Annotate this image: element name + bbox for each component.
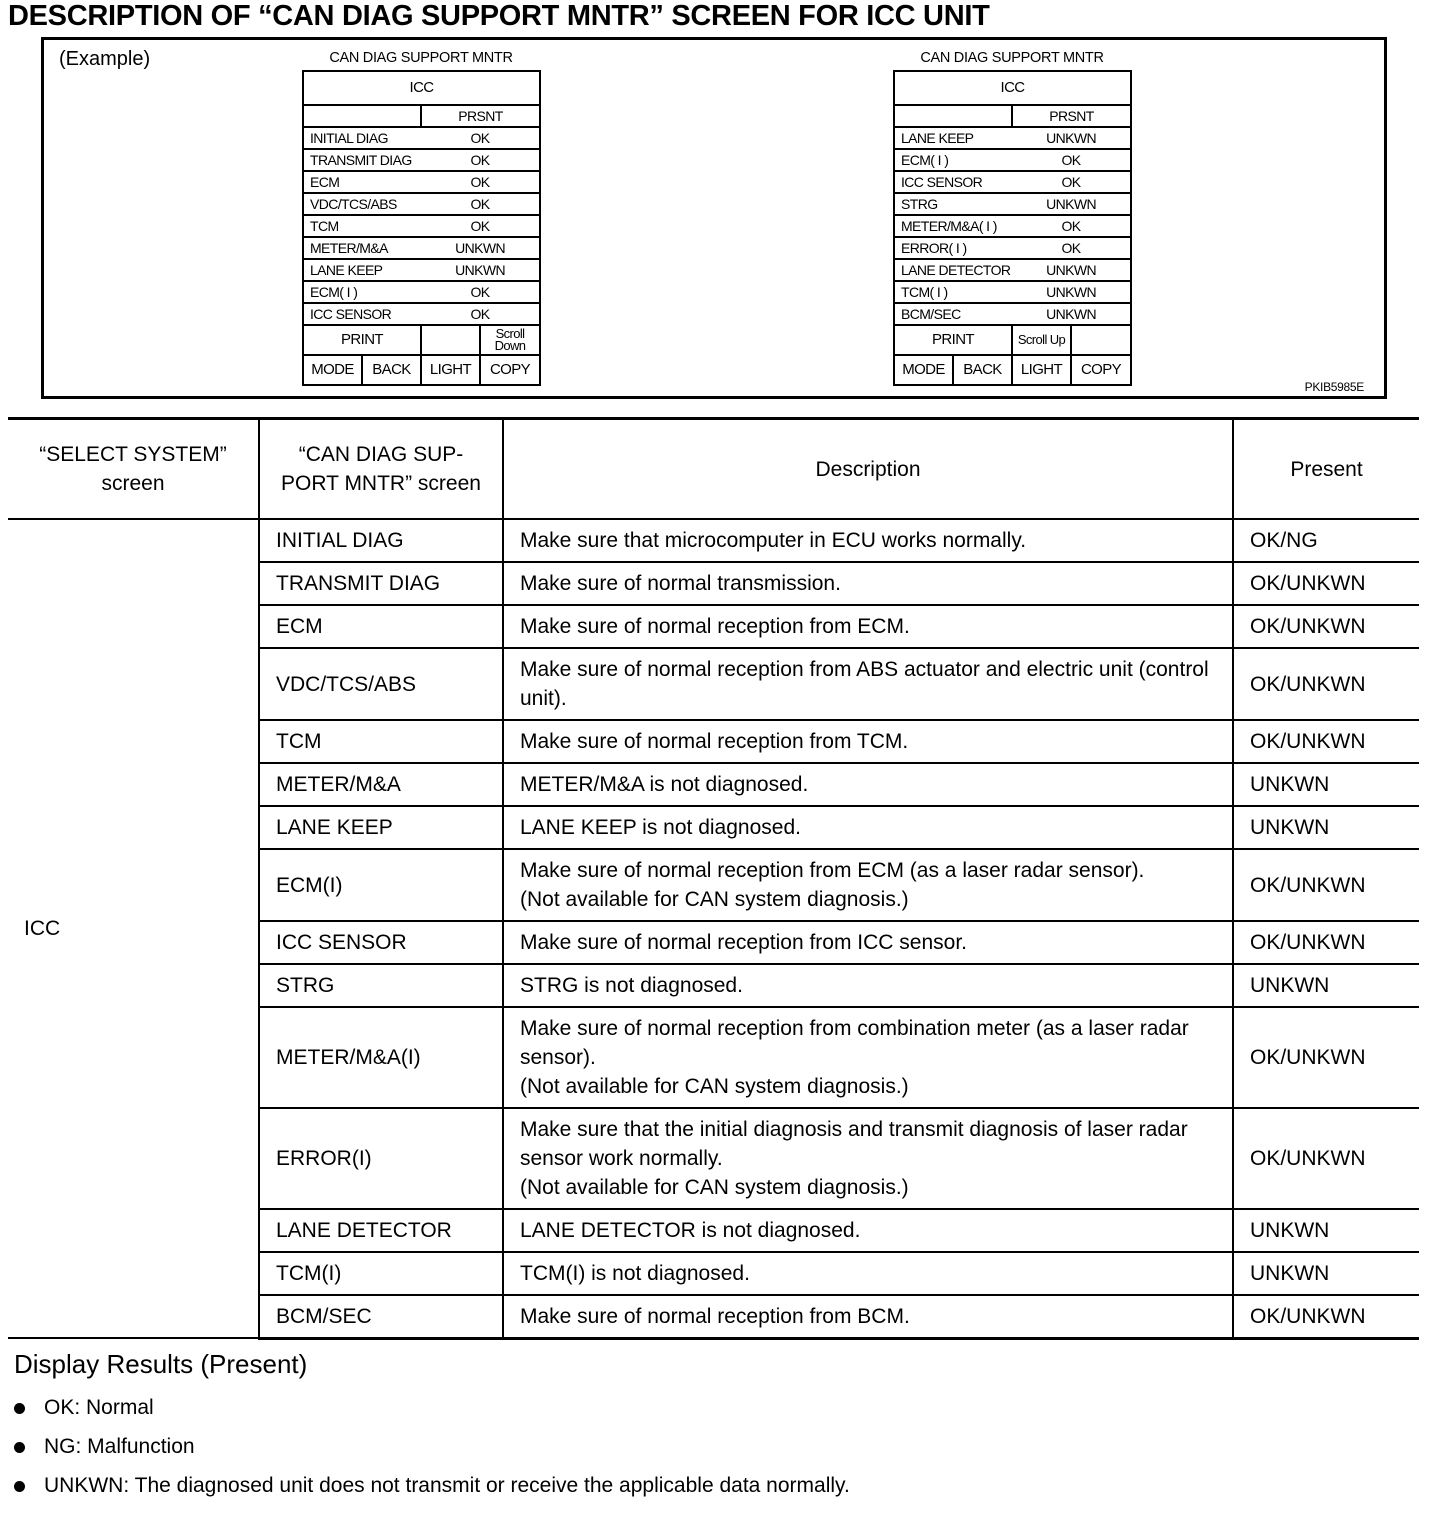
item-name: METER/M&A( I ) xyxy=(894,215,1012,237)
item-status: OK xyxy=(1012,171,1131,193)
screen-row xyxy=(894,127,1131,149)
item-status: UNKWN xyxy=(1012,127,1131,149)
screen-unit: ICC xyxy=(894,71,1131,105)
description-cell: STRG is not diagnosed. xyxy=(503,964,1233,1007)
screen-row xyxy=(303,215,540,237)
present-cell: OK/UNKWN xyxy=(1233,921,1419,964)
item-cell: TRANSMIT DIAG xyxy=(259,562,503,605)
present-cell: OK/UNKWN xyxy=(1233,1007,1419,1108)
item-status: OK xyxy=(1012,237,1131,259)
item-name: ECM( I ) xyxy=(894,149,1012,171)
present-cell: UNKWN xyxy=(1233,964,1419,1007)
column-prsnt: PRSNT xyxy=(421,105,540,127)
system-cell: ICC xyxy=(8,519,259,1338)
screen-row xyxy=(894,215,1131,237)
description-cell: LANE DETECTOR is not diagnosed. xyxy=(503,1209,1233,1252)
blank-cell xyxy=(303,105,421,127)
item-name: ICC SENSOR xyxy=(303,303,421,325)
screen-row xyxy=(303,237,540,259)
copy-button[interactable]: COPY xyxy=(1071,355,1131,385)
item-status: OK xyxy=(421,281,540,303)
description-cell: Make sure of normal transmission. xyxy=(503,562,1233,605)
screen-row xyxy=(894,193,1131,215)
screen-row xyxy=(894,171,1131,193)
item-status: OK xyxy=(421,149,540,171)
description-cell: Make sure of normal reception from TCM. xyxy=(503,720,1233,763)
screen-row xyxy=(303,127,540,149)
display-results-heading: Display Results (Present) xyxy=(14,1349,308,1379)
light-button[interactable]: LIGHT xyxy=(421,355,480,385)
result-item xyxy=(14,1474,850,1498)
item-name: STRG xyxy=(894,193,1012,215)
table-row xyxy=(8,519,1419,562)
result-item xyxy=(14,1435,195,1459)
item-status: OK xyxy=(421,171,540,193)
scroll-up-button[interactable]: Scroll Up xyxy=(1012,325,1071,355)
item-name: LANE KEEP xyxy=(894,127,1012,149)
page-title: DESCRIPTION OF “CAN DIAG SUPPORT MNTR” SCREEN FOR ICC UNIT xyxy=(8,0,990,32)
description-cell: METER/M&A is not diagnosed. xyxy=(503,763,1233,806)
description-cell: Make sure of normal reception from combination meter (as a laser radar sensor). (Not available for CAN system diagnosis.) xyxy=(503,1007,1233,1108)
present-cell: UNKWN xyxy=(1233,806,1419,849)
item-cell: METER/M&A(I) xyxy=(259,1007,503,1108)
item-name: VDC/TCS/ABS xyxy=(303,193,421,215)
item-name: LANE KEEP xyxy=(303,259,421,281)
present-cell: OK/UNKWN xyxy=(1233,720,1419,763)
description-cell: LANE KEEP is not diagnosed. xyxy=(503,806,1233,849)
item-status: OK xyxy=(1012,215,1131,237)
item-cell: LANE DETECTOR xyxy=(259,1209,503,1252)
example-screen xyxy=(302,48,540,386)
item-status: UNKWN xyxy=(421,259,540,281)
item-status: OK xyxy=(421,303,540,325)
present-cell: UNKWN xyxy=(1233,1209,1419,1252)
description-cell: Make sure of normal reception from BCM. xyxy=(503,1295,1233,1338)
can-diag-table xyxy=(8,417,1419,1340)
present-cell: OK/UNKWN xyxy=(1233,1295,1419,1338)
item-name: METER/M&A xyxy=(303,237,421,259)
header-select-system: “SELECT SYSTEM” screen xyxy=(8,419,259,520)
description-cell: Make sure that the initial diagnosis and transmit diagnosis of laser radar sensor work normally. (Not available for CAN system diagnosis.) xyxy=(503,1108,1233,1209)
item-cell: LANE KEEP xyxy=(259,806,503,849)
description-cell: TCM(I) is not diagnosed. xyxy=(503,1252,1233,1295)
screen-row xyxy=(303,281,540,303)
item-name: TCM( I ) xyxy=(894,281,1012,303)
item-cell: BCM/SEC xyxy=(259,1295,503,1338)
example-screen xyxy=(893,48,1131,386)
bullet-icon xyxy=(14,1442,25,1453)
mode-button[interactable]: MODE xyxy=(894,355,953,385)
item-status: UNKWN xyxy=(1012,281,1131,303)
mode-button[interactable]: MODE xyxy=(303,355,362,385)
item-cell: ERROR(I) xyxy=(259,1108,503,1209)
item-cell: STRG xyxy=(259,964,503,1007)
present-cell: UNKWN xyxy=(1233,763,1419,806)
copy-button[interactable]: COPY xyxy=(480,355,540,385)
present-cell: OK/NG xyxy=(1233,519,1419,562)
result-item xyxy=(14,1396,154,1420)
screen-row xyxy=(303,303,540,325)
header-description: Description xyxy=(503,419,1233,520)
screen-row xyxy=(894,259,1131,281)
item-cell: TCM(I) xyxy=(259,1252,503,1295)
item-status: OK xyxy=(421,127,540,149)
screen-row xyxy=(303,171,540,193)
description-cell: Make sure of normal reception from ECM (as a laser radar sensor). (Not available for CAN system diagnosis.) xyxy=(503,849,1233,921)
present-cell: OK/UNKWN xyxy=(1233,605,1419,648)
column-prsnt: PRSNT xyxy=(1012,105,1131,127)
item-cell: INITIAL DIAG xyxy=(259,519,503,562)
screen-row xyxy=(303,259,540,281)
item-name: BCM/SEC xyxy=(894,303,1012,325)
screen-row xyxy=(894,149,1131,171)
blank-button xyxy=(421,325,480,355)
header-present: Present xyxy=(1233,419,1419,520)
item-status: UNKWN xyxy=(1012,193,1131,215)
item-status: UNKWN xyxy=(421,237,540,259)
print-button[interactable]: PRINT xyxy=(894,325,1012,355)
item-cell: ECM(I) xyxy=(259,849,503,921)
item-name: INITIAL DIAG xyxy=(303,127,421,149)
item-name: TCM xyxy=(303,215,421,237)
result-text: OK: Normal xyxy=(44,1396,154,1419)
screen-row xyxy=(894,303,1131,325)
present-cell: OK/UNKWN xyxy=(1233,849,1419,921)
item-name: ICC SENSOR xyxy=(894,171,1012,193)
example-figure xyxy=(41,37,1387,399)
screen-unit: ICC xyxy=(303,71,540,105)
item-status: OK xyxy=(421,215,540,237)
description-cell: Make sure of normal reception from ABS actuator and electric unit (control unit). xyxy=(503,648,1233,720)
back-button[interactable]: BACK xyxy=(953,355,1012,385)
screen-row xyxy=(894,281,1131,303)
item-cell: METER/M&A xyxy=(259,763,503,806)
item-name: TRANSMIT DIAG xyxy=(303,149,421,171)
present-cell: OK/UNKWN xyxy=(1233,1108,1419,1209)
item-status: OK xyxy=(1012,149,1131,171)
item-name: ECM xyxy=(303,171,421,193)
description-cell: Make sure of normal reception from ECM. xyxy=(503,605,1233,648)
header-can-diag: “CAN DIAG SUP-PORT MNTR” screen xyxy=(259,419,503,520)
present-cell: UNKWN xyxy=(1233,1252,1419,1295)
description-cell: Make sure that microcomputer in ECU works normally. xyxy=(503,519,1233,562)
example-label: (Example) xyxy=(59,48,151,70)
item-cell: VDC/TCS/ABS xyxy=(259,648,503,720)
blank-button xyxy=(1071,325,1131,355)
item-cell: ECM xyxy=(259,605,503,648)
back-button[interactable]: BACK xyxy=(362,355,421,385)
print-button[interactable]: PRINT xyxy=(303,325,421,355)
screen-caption: CAN DIAG SUPPORT MNTR xyxy=(329,50,513,66)
figure-id: PKIB5985E xyxy=(1304,380,1364,394)
screen-caption: CAN DIAG SUPPORT MNTR xyxy=(920,50,1104,66)
description-cell: Make sure of normal reception from ICC sensor. xyxy=(503,921,1233,964)
item-name: ECM( I ) xyxy=(303,281,421,303)
item-status: UNKWN xyxy=(1012,259,1131,281)
item-name: ERROR( I ) xyxy=(894,237,1012,259)
blank-cell xyxy=(894,105,1012,127)
result-text: NG: Malfunction xyxy=(44,1435,195,1458)
light-button[interactable]: LIGHT xyxy=(1012,355,1071,385)
present-cell: OK/UNKWN xyxy=(1233,562,1419,605)
screen-row xyxy=(303,193,540,215)
item-name: LANE DETECTOR xyxy=(894,259,1012,281)
screen-row xyxy=(894,237,1131,259)
item-status: UNKWN xyxy=(1012,303,1131,325)
present-cell: OK/UNKWN xyxy=(1233,648,1419,720)
bullet-icon xyxy=(14,1481,25,1492)
item-cell: TCM xyxy=(259,720,503,763)
item-cell: ICC SENSOR xyxy=(259,921,503,964)
screen-row xyxy=(303,149,540,171)
item-status: OK xyxy=(421,193,540,215)
result-text: UNKWN: The diagnosed unit does not transmit or receive the applicable data normally. xyxy=(44,1474,850,1497)
bullet-icon xyxy=(14,1403,25,1414)
scroll-down-button[interactable]: Scroll Down xyxy=(480,325,540,355)
